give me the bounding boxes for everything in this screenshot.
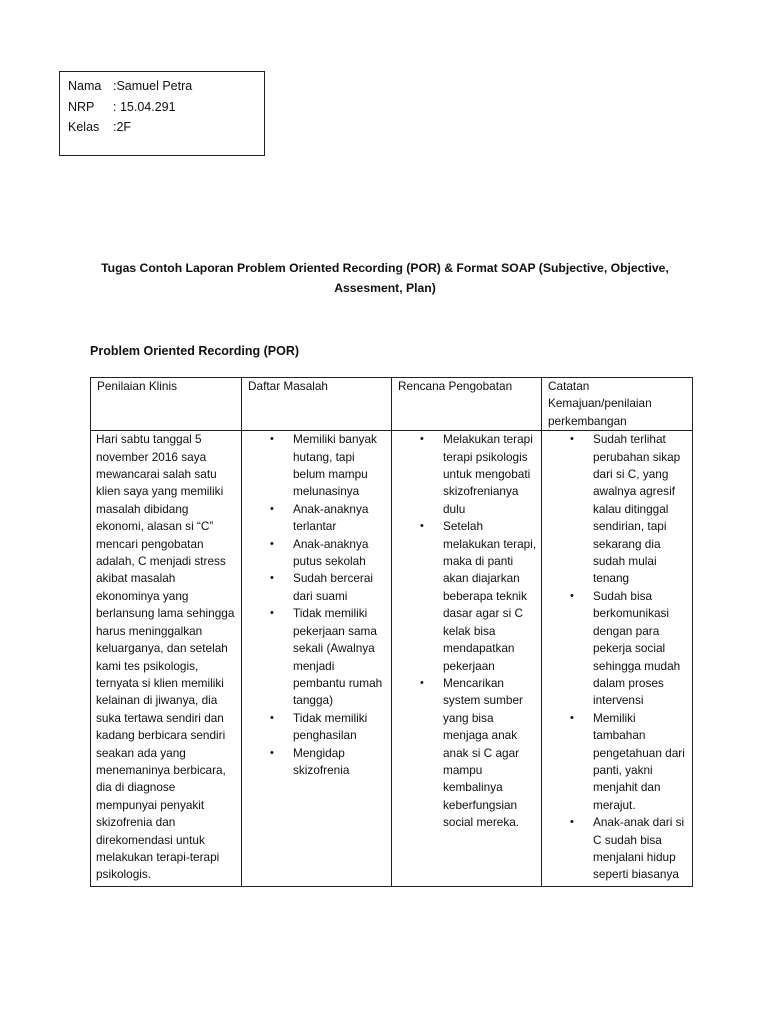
bullet-icon: • <box>570 816 574 829</box>
catatan-kemajuan-cell <box>542 431 693 887</box>
student-class-row <box>68 117 264 138</box>
list-item <box>396 518 537 675</box>
header-penilaian-klinis: Penilaian Klinis <box>91 378 242 431</box>
bullet-icon: • <box>570 589 574 602</box>
bullet-icon: • <box>270 607 274 620</box>
list-item-text: Anak-anaknya putus sekolah <box>293 536 369 569</box>
list-item <box>546 814 688 884</box>
daftar-masalah-cell <box>242 431 392 887</box>
list-item <box>546 588 688 710</box>
bullet-icon: • <box>420 433 424 446</box>
class-value: :2F <box>113 120 132 134</box>
student-info-box <box>59 71 265 156</box>
nrp-label: NRP <box>68 99 95 114</box>
list-item <box>546 431 688 588</box>
bullet-icon: • <box>270 433 274 446</box>
table-header-row <box>91 378 693 431</box>
student-nrp-row <box>68 97 264 118</box>
list-item-text: Anak-anaknya terlantar <box>293 501 369 534</box>
bullet-icon: • <box>270 537 274 550</box>
list-item-text: Sudah bisa berkomunikasi dengan para pekerja social sehingga mudah dalam proses intervensi <box>593 588 681 708</box>
list-item <box>246 536 387 571</box>
por-table <box>90 377 693 887</box>
name-value: :Samuel Petra <box>113 79 193 93</box>
list-item-text: Anak-anak dari si C sudah bisa menjalani hidup seperti biasanya <box>593 815 685 882</box>
bullet-icon: • <box>270 572 274 585</box>
bullet-icon: • <box>420 676 424 689</box>
list-item-text: Mencarikan system sumber yang bisa menjaga anak anak si C agar mampu kembalinya keberfungsian social mereka. <box>443 675 523 830</box>
list-item-text: Melakukan terapi terapi psikologis untuk mengobati skizofrenianya dulu <box>443 432 533 516</box>
list-item-text: Memiliki banyak hutang, tapi belum mampu melunasinya <box>293 432 377 499</box>
list-item <box>396 431 537 518</box>
rencana-pengobatan-cell <box>392 431 542 887</box>
bullet-icon: • <box>570 433 574 446</box>
class-label: Kelas <box>68 120 100 134</box>
list-item <box>246 605 387 709</box>
name-label: Nama <box>68 79 102 93</box>
list-item <box>246 501 387 536</box>
header-rencana-pengobatan: Rencana Pengobatan <box>392 378 542 431</box>
list-item-text: Mengidap skizofrenia <box>293 745 350 777</box>
document-title: Tugas Contoh Laporan Problem Oriented Recording (POR) & Format SOAP (Subjective, Objective, Assesment, Plan) <box>101 261 669 295</box>
catatan-kemajuan-list <box>546 431 688 884</box>
list-item <box>246 431 387 501</box>
header-catatan-kemajuan: Catatan Kemajuan/penilaian perkembangan <box>542 378 693 431</box>
rencana-pengobatan-list <box>396 431 537 831</box>
list-item-text: Sudah terlihat perubahan sikap dari si C, yang awalnya agresif kalau ditinggal sendirian, tapi sekarang dia sudah mulai tenang <box>593 432 681 586</box>
section-heading: Problem Oriented Recording (POR) <box>90 344 300 358</box>
list-item <box>546 710 688 814</box>
list-item-text: Setelah melakukan terapi, maka di panti akan diajarkan beberapa teknik dasar agar si C kelak bisa mendapatkan pekerjaan <box>443 519 537 673</box>
list-item <box>246 570 387 605</box>
list-item-text: Tidak memiliki penghasilan <box>293 710 368 743</box>
list-item-text: Memiliki tambahan pengetahuan dari panti, yakni menjahit dan merajut. <box>593 710 685 812</box>
nrp-value: : 15.04.291 <box>113 99 176 114</box>
list-item-text: Sudah bercerai dari suami <box>293 571 374 603</box>
bullet-icon: • <box>420 520 424 533</box>
bullet-icon: • <box>270 746 274 759</box>
list-item-text: Tidak memiliki pekerjaan sama sekali (Awalnya menjadi pembantu rumah tangga) <box>293 606 383 708</box>
daftar-masalah-list <box>246 431 387 779</box>
bullet-icon: • <box>270 711 274 724</box>
list-item <box>246 745 387 780</box>
list-item <box>396 675 537 832</box>
list-item <box>246 710 387 745</box>
header-daftar-masalah: Daftar Masalah <box>242 378 392 431</box>
penilaian-klinis-cell: Hari sabtu tanggal 5 november 2016 saya mewancarai salah satu klien saya yang memiliki masalah dibidang ekonomi, alasan si “C” mencari pengobatan adalah, C menjadi stress akibat masalah ekonominya yang berlansung lama sehingga harus meninggalkan keluarganya, dan setelah kami tes psikologis, ternyata si klien memiliki kelainan di jiwanya, dia suka tertawa sendiri dan kadang berbicara sendiri seakan ada yang menemaninya berbicara, dia di diagnose mempunyai penyakit skizofrenia dan direkomendasi untuk melakukan terapi-terapi psikologis. <box>91 431 242 887</box>
bullet-icon: • <box>570 711 574 724</box>
student-name-row <box>68 76 264 97</box>
bullet-icon: • <box>270 502 274 515</box>
table-row <box>91 431 693 887</box>
